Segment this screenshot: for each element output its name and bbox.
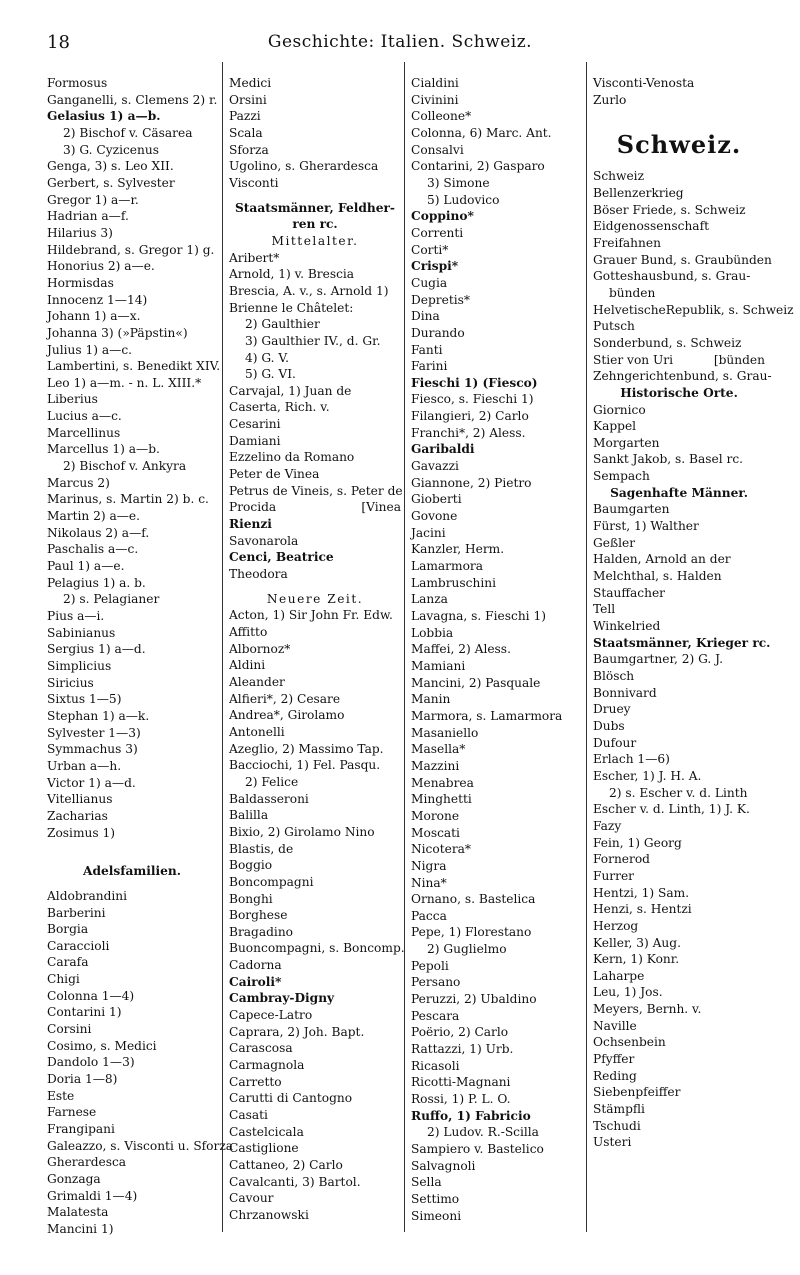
index-entry: Halden, Arnold an der: [593, 552, 731, 567]
index-entry: Orsini: [229, 92, 267, 107]
index-entry: Contarini, 2) Gasparo: [411, 159, 545, 174]
index-entry: 4) G. V.: [245, 350, 289, 365]
spacer: [47, 841, 217, 863]
index-entry: Ornano, s. Bastelica: [411, 892, 536, 907]
index-entry: Cattaneo, 2) Carlo: [229, 1158, 343, 1172]
index-entry: Leu, 1) Jos.: [593, 985, 663, 1000]
page-number: 18: [47, 32, 70, 53]
index-entry: Hormisdas: [47, 275, 114, 290]
index-entry: Moscati: [411, 825, 460, 840]
column-3: [411, 75, 583, 1224]
index-entry: Medici: [229, 76, 272, 90]
index-entry: [229, 499, 401, 516]
index-entry: Aldobrandini: [47, 888, 128, 903]
index-entry: Masaniello: [411, 725, 479, 740]
index-entry: Carmagnola: [229, 1058, 305, 1073]
index-entry: Grauer Bund, s. Graubünden: [593, 252, 772, 267]
section-heading-staatsmaenner-krieger: Staatsmänner, Krieger rc.: [593, 635, 771, 650]
index-entry: Frangipani: [47, 1122, 115, 1137]
index-entry: Baldasseroni: [229, 791, 309, 806]
index-entry: Blösch: [593, 669, 635, 683]
index-entry: Casati: [229, 1108, 268, 1123]
index-entry: Sankt Jakob, s. Basel rc.: [593, 452, 744, 467]
index-entry: Castiglione: [229, 1141, 299, 1156]
index-entry: Herzog: [593, 918, 639, 933]
index-entry: Carvajal, 1) Juan de: [229, 383, 352, 398]
index-entry: Zosimus 1): [47, 825, 116, 840]
index-entry: Pacca: [411, 908, 447, 923]
index-entry: Bellenzerkrieg: [593, 185, 684, 200]
index-entry: Formosus: [47, 76, 108, 90]
index-entry: Doria 1—8): [47, 1072, 118, 1087]
index-entry: Erlach 1—6): [593, 752, 670, 767]
index-entry: Fornerod: [593, 852, 650, 867]
index-entry: Bacciochi, 1) Fel. Pasqu.: [229, 758, 381, 773]
index-entry: Lobbia: [411, 625, 454, 640]
index-entry: Menabrea: [411, 775, 474, 790]
index-entry: Paul 1) a—e.: [47, 559, 125, 574]
index-entry: Gioberti: [411, 492, 462, 507]
index-entry: Tschudi: [593, 1118, 641, 1133]
index-entry: Carafa: [47, 955, 89, 970]
index-entry: Cesarini: [229, 417, 281, 432]
index-entry: Filangieri, 2) Carlo: [411, 409, 529, 424]
index-entry: Leo 1) a—m. - n. L. XIII.*: [47, 375, 202, 390]
index-entry: Rienzi: [229, 517, 272, 532]
index-entry: 2) Felice: [245, 774, 299, 789]
index-entry: Damiani: [229, 433, 281, 448]
column-divider: [586, 62, 587, 1232]
index-entry: bünden: [609, 285, 656, 300]
index-entry: Bixio, 2) Girolamo Nino: [229, 824, 375, 839]
index-entry: Tell: [593, 602, 616, 617]
index-entry: Consalvi: [411, 142, 464, 157]
index-entry: Marcus 2): [47, 475, 110, 490]
index-entry: Cugia: [411, 275, 448, 290]
index-entry: Kappel: [593, 419, 637, 434]
index-entry: Hildebrand, s. Gregor 1) g.: [47, 242, 215, 257]
index-entry: Giannone, 2) Pietro: [411, 475, 532, 490]
index-entry: Caprara, 2) Joh. Bapt.: [229, 1024, 365, 1039]
index-entry: Peruzzi, 2) Ubaldino: [411, 992, 537, 1007]
index-entry: Martin 2) a—e.: [47, 509, 141, 524]
index-entry: Mamiani: [411, 658, 466, 673]
index-entry: Freifahnen: [593, 235, 661, 250]
index-entry: Giornico: [593, 402, 646, 417]
index-entry: Savonarola: [229, 533, 299, 548]
index-entry: Dubs: [593, 718, 625, 733]
subsection-heading-mittelalter: Mittelalter.: [271, 233, 359, 248]
index-entry: Vitellianus: [47, 792, 113, 807]
index-entry: Colleone*: [411, 109, 472, 124]
index-entry: Lavagna, s. Fieschi 1): [411, 609, 546, 623]
index-entry: 2) Gaulthier: [245, 317, 320, 332]
index-entry: Symmachus 3): [47, 742, 138, 757]
column-divider: [222, 62, 223, 1232]
index-entry: Fiesco, s. Fieschi 1): [411, 392, 534, 407]
index-entry: Civinini: [411, 92, 459, 107]
index-entry: Druey: [593, 702, 631, 717]
index-entry: Colonna 1—4): [47, 988, 135, 1003]
index-entry: Pepe, 1) Florestano: [411, 925, 532, 940]
index-entry: Masella*: [411, 742, 466, 757]
index-entry: Aleander: [229, 674, 285, 689]
section-heading-adelsfamilien: Adelsfamilien.: [82, 864, 181, 879]
section-heading-staatsmaenner: Staatsmänner, Feldher-: [235, 200, 395, 215]
index-entry: Schweiz: [593, 169, 644, 184]
index-entry: Buoncompagni, s. Boncomp.: [229, 941, 405, 956]
index-entry: Ruffo, 1) Fabricio: [411, 1108, 531, 1123]
index-entry: 3) G. Cyzicenus: [63, 142, 159, 157]
index-entry: Julius 1) a—c.: [47, 342, 133, 357]
index-entry: Ricasoli: [411, 1058, 460, 1073]
index-entry: Affitto: [229, 625, 268, 639]
index-entry: Lucius a—c.: [47, 409, 122, 424]
section-heading-historische-orte: Historische Orte.: [620, 385, 738, 400]
index-entry: Contarini 1): [47, 1005, 122, 1020]
index-entry: Morone: [411, 808, 460, 823]
index-entry: Kanzler, Herm.: [411, 542, 505, 557]
index-entry: Peter de Vinea: [229, 467, 320, 482]
index-entry: Geßler: [593, 535, 636, 550]
index-entry: Cavour: [229, 1191, 274, 1206]
index-entry: Cambray-Digny: [229, 991, 335, 1006]
index-entry: Alfieri*, 2) Cesare: [229, 691, 341, 706]
index-entry: Dufour: [593, 735, 637, 750]
index-entry: Rattazzi, 1) Urb.: [411, 1042, 514, 1057]
index-entry: Baumgarten: [593, 502, 670, 517]
index-entry: Mancini, 2) Pasquale: [411, 675, 541, 690]
index-entry: Marcellinus: [47, 425, 121, 440]
index-entry: Pazzi: [229, 109, 261, 124]
index-entry: Winkelried: [593, 619, 661, 634]
index-entry: Aribert*: [229, 250, 280, 265]
index-entry: Siricius: [47, 675, 94, 690]
index-entry: Bonghi: [229, 891, 273, 906]
index-entry: 2) s. Pelagianer: [63, 592, 160, 607]
index-entry: Johanna 3) (»Päpstin«): [47, 325, 188, 340]
index-entry: Lanza: [411, 592, 448, 607]
index-entry: Simeoni: [411, 1208, 462, 1223]
index-entry: Corti*: [411, 242, 449, 257]
index-entry: Zurlo: [593, 92, 627, 107]
index-entry: Scala: [229, 125, 263, 140]
index-entry: Gherardesca: [47, 1155, 127, 1170]
index-entry: Sixtus 1—5): [47, 692, 122, 707]
index-entry: Marcellus 1) a—b.: [47, 442, 160, 457]
column-divider: [404, 62, 405, 1232]
index-entry: Chigi: [47, 972, 80, 987]
index-entry: Genga, 3) s. Leo XII.: [47, 159, 174, 174]
index-entry: Govone: [411, 509, 458, 524]
index-entry: Sforza: [229, 142, 269, 157]
index-entry: Carutti di Cantogno: [229, 1091, 353, 1106]
index-entry: 2) s. Escher v. d. Linth: [609, 785, 748, 800]
index-entry: Fanti: [411, 342, 443, 357]
index-entry: Azeglio, 2) Massimo Tap.: [229, 741, 384, 756]
index-entry: Putsch: [593, 319, 635, 334]
index-entry: Carascosa: [229, 1041, 293, 1056]
index-entry: Cialdini: [411, 76, 459, 90]
index-entry: Nikolaus 2) a—f.: [47, 525, 150, 540]
index-entry: Dandolo 1—3): [47, 1055, 135, 1070]
index-entry: Chrzanowski: [229, 1207, 309, 1222]
section-heading-schweiz: Schweiz.: [616, 130, 742, 160]
index-entry: 3) Gaulthier IV., d. Gr.: [245, 333, 381, 348]
index-entry: Arnold, 1) v. Brescia: [229, 267, 355, 282]
spacer: [593, 108, 765, 130]
index-entry: Victor 1) a—d.: [47, 775, 136, 790]
index-entry: Grimaldi 1—4): [47, 1188, 138, 1203]
entry-continuation: [Vinea: [361, 500, 401, 515]
index-entry: Borgia: [47, 922, 89, 937]
index-entry: Colonna, 6) Marc. Ant.: [411, 125, 552, 140]
index-entry: Petrus de Vineis, s. Peter de: [229, 483, 403, 498]
index-entry: Baumgartner, 2) G. J.: [593, 652, 723, 667]
index-entry: Farini: [411, 359, 448, 374]
section-heading-sagenhafte-maenner: Sagenhafte Männer.: [610, 485, 748, 500]
index-entry: Henzi, s. Hentzi: [593, 902, 692, 917]
spacer: [47, 880, 217, 888]
index-entry: Usteri: [593, 1135, 632, 1150]
column-2: [229, 75, 405, 1224]
index-entry: Bonnivard: [593, 685, 657, 700]
index-entry: Brienne le Châtelet:: [229, 300, 354, 315]
index-entry: Reding: [593, 1068, 637, 1083]
index-entry: Böser Friede, s. Schweiz: [593, 202, 746, 217]
index-entry: Laharpe: [593, 968, 645, 983]
index-entry: Morgarten: [593, 435, 660, 450]
index-entry: [593, 352, 765, 369]
index-entry: Poërio, 2) Carlo: [411, 1025, 509, 1040]
index-entry: Siebenpfeiffer: [593, 1085, 681, 1100]
index-entry: Lambruschini: [411, 575, 496, 590]
index-entry: Hilarius 3): [47, 225, 113, 240]
index-entry: Fein, 1) Georg: [593, 835, 682, 850]
index-entry: Rossi, 1) P. L. O.: [411, 1092, 511, 1107]
index-entry: Cavalcanti, 3) Bartol.: [229, 1174, 361, 1189]
index-entry: Corsini: [47, 1022, 92, 1037]
index-entry: Boggio: [229, 858, 273, 873]
index-entry: Simplicius: [47, 658, 112, 673]
index-entry: Mazzini: [411, 758, 460, 773]
index-entry: Albornoz*: [229, 641, 291, 656]
index-entry: Capece-Latro: [229, 1008, 313, 1023]
index-entry: Gavazzi: [411, 459, 459, 474]
index-entry: Theodora: [229, 567, 288, 582]
index-entry: Pius a—i.: [47, 609, 105, 623]
index-entry: 5) Ludovico: [427, 192, 500, 207]
index-entry: 3) Simone: [427, 175, 490, 190]
index-entry: Dina: [411, 309, 440, 324]
index-entry: Nigra: [411, 858, 447, 873]
index-entry: Gotteshausbund, s. Grau-: [593, 269, 751, 284]
index-entry: Acton, 1) Sir John Fr. Edw.: [229, 608, 393, 623]
index-entry: Ugolino, s. Gherardesca: [229, 159, 379, 174]
index-entry: Fürst, 1) Walther: [593, 519, 699, 534]
index-entry: Sella: [411, 1175, 442, 1190]
index-entry: Honorius 2) a—e.: [47, 259, 155, 274]
index-entry: 2) Bischof v. Ankyra: [63, 459, 187, 474]
index-entry: Escher, 1) J. H. A.: [593, 768, 702, 783]
index-entry: Meyers, Bernh. v.: [593, 1002, 702, 1017]
index-entry: Barberini: [47, 905, 106, 920]
spacer: [593, 160, 765, 168]
index-entry: Hadrian a—f.: [47, 209, 129, 224]
index-entry: Minghetti: [411, 792, 472, 807]
index-entry: Cosimo, s. Medici: [47, 1038, 157, 1053]
index-entry: Durando: [411, 325, 465, 340]
index-entry: Maffei, 2) Aless.: [411, 642, 511, 657]
index-entry: Ganganelli, s. Clemens 2) r.: [47, 92, 218, 107]
index-entry: Malatesta: [47, 1205, 109, 1220]
index-entry: Pescara: [411, 1008, 460, 1023]
index-entry: Innocenz 1—14): [47, 292, 148, 307]
index-entry: Gonzaga: [47, 1172, 101, 1186]
index-entry: Stauffacher: [593, 585, 666, 600]
index-entry: Antonelli: [229, 724, 285, 739]
index-entry: Castelcicala: [229, 1124, 304, 1139]
index-entry: 2) Guglielmo: [427, 942, 507, 957]
index-entry: Zehngerichtenbund, s. Grau-: [593, 369, 772, 384]
index-entry: Visconti: [229, 175, 279, 190]
spacer: [229, 192, 401, 200]
index-entry: Gregor 1) a—r.: [47, 192, 139, 207]
index-entry: Borghese: [229, 908, 288, 923]
index-entry: Escher v. d. Linth, 1) J. K.: [593, 802, 750, 817]
index-entry: Este: [47, 1088, 75, 1103]
index-entry: Salvagnoli: [411, 1158, 476, 1173]
index-entry: Sabinianus: [47, 625, 116, 640]
index-entry: Marmora, s. Lamarmora: [411, 708, 563, 723]
entry-text: Stier von Uri: [593, 352, 673, 367]
index-entry: Naville: [593, 1018, 637, 1033]
index-entry: Farnese: [47, 1105, 97, 1120]
index-entry: Hentzi, 1) Sam.: [593, 885, 690, 900]
index-entry: Ezzelino da Romano: [229, 450, 355, 465]
index-entry: 2) Ludov. R.-Scilla: [427, 1125, 539, 1140]
index-entry: Caserta, Rich. v.: [229, 400, 330, 415]
index-entry: Brescia, A. v., s. Arnold 1): [229, 283, 389, 298]
index-entry: Fazy: [593, 818, 622, 833]
index-entry: Pepoli: [411, 958, 449, 973]
spacer: [229, 583, 401, 591]
index-entry: Garibaldi: [411, 442, 475, 457]
index-entry: Franchi*, 2) Aless.: [411, 425, 526, 440]
index-entry: Paschalis a—c.: [47, 542, 139, 557]
index-entry: Urban a—h.: [47, 758, 122, 773]
index-entry: 5) G. VI.: [245, 367, 296, 382]
index-entry: Correnti: [411, 225, 464, 240]
entry-text: Procida: [229, 500, 277, 515]
page-title: Geschichte: Italien. Schweiz.: [267, 32, 533, 52]
index-entry: Cadorna: [229, 958, 282, 973]
index-entry: Lambertini, s. Benedikt XIV.: [47, 359, 221, 374]
index-entry: Manin: [411, 692, 451, 707]
index-entry: Sempach: [593, 469, 650, 484]
index-entry: Mancini 1): [47, 1221, 114, 1236]
index-entry: Andrea*, Girolamo: [229, 708, 345, 723]
index-entry: Sergius 1) a—d.: [47, 642, 146, 657]
index-entry: Cenci, Beatrice: [229, 550, 334, 565]
index-entry: Zacharias: [47, 808, 108, 823]
index-entry: Caraccioli: [47, 938, 110, 953]
index-entry: Kern, 1) Konr.: [593, 952, 680, 967]
index-entry: Keller, 3) Aug.: [593, 935, 681, 950]
index-entry: Gerbert, s. Sylvester: [47, 175, 175, 190]
index-entry: Coppino*: [411, 209, 474, 224]
index-entry: 2) Bischof v. Cäsarea: [63, 125, 193, 140]
index-entry: Jacini: [411, 525, 446, 540]
index-entry: Sonderbund, s. Schweiz: [593, 335, 742, 350]
index-entry: Ricotti-Magnani: [411, 1075, 511, 1090]
index-entry: Visconti-Venosta: [593, 76, 695, 90]
index-entry: Crispi*: [411, 259, 459, 274]
column-4: [593, 75, 794, 1151]
subsection-heading-neuere-zeit: Neuere Zeit.: [266, 591, 364, 606]
index-entry: Nicotera*: [411, 842, 472, 857]
column-1: [47, 75, 234, 1238]
index-entry: Pfyffer: [593, 1052, 635, 1067]
index-entry: Fieschi 1) (Fiesco): [411, 375, 538, 390]
index-entry: Eidgenossenschaft: [593, 219, 709, 234]
entry-continuation: [bünden: [713, 352, 765, 367]
index-entry: Gelasius 1) a—b.: [47, 109, 161, 124]
index-entry: Nina*: [411, 875, 447, 890]
index-entry: Balilla: [229, 808, 269, 823]
index-entry: Marinus, s. Martin 2) b. c.: [47, 492, 209, 507]
index-entry: HelvetischeRepublik, s. Schweiz: [593, 302, 794, 317]
index-entry: Boncompagni: [229, 874, 314, 889]
index-entry: Bragadino: [229, 924, 294, 939]
index-entry: Stephan 1) a—k.: [47, 708, 150, 723]
index-entry: Persano: [411, 975, 461, 990]
section-heading-staatsmaenner-cont: ren rc.: [292, 217, 338, 232]
index-entry: Aldini: [229, 658, 266, 673]
index-entry: Depretis*: [411, 292, 470, 307]
index-entry: Sylvester 1—3): [47, 725, 141, 740]
index-entry: Cairoli*: [229, 974, 282, 989]
index-entry: Johann 1) a—x.: [47, 309, 141, 324]
index-entry: Sampiero v. Bastelico: [411, 1142, 544, 1156]
index-entry: Lamarmora: [411, 559, 483, 574]
index-entry: Galeazzo, s. Visconti u. Sforza: [47, 1138, 234, 1153]
index-entry: Pelagius 1) a. b.: [47, 575, 146, 590]
index-entry: Blastis, de: [229, 841, 294, 856]
index-entry: Settimo: [411, 1191, 460, 1206]
index-entry: Liberius: [47, 392, 98, 407]
index-entry: Stämpfli: [593, 1102, 645, 1117]
index-entry: Carretto: [229, 1074, 282, 1089]
index-entry: Furrer: [593, 868, 634, 883]
index-entry: Melchthal, s. Halden: [593, 569, 722, 584]
index-entry: Ochsenbein: [593, 1035, 666, 1050]
